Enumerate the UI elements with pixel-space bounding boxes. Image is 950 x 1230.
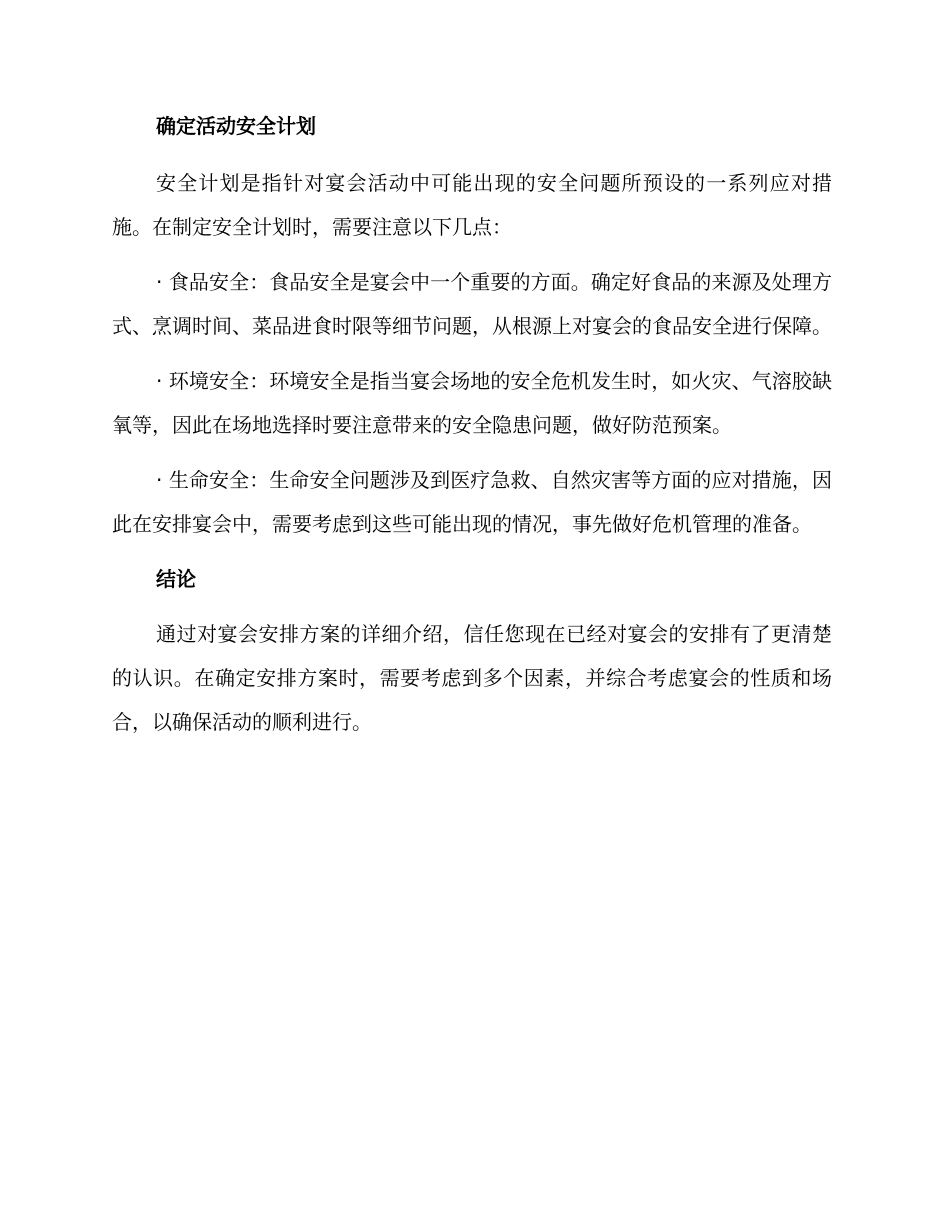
paragraph-food-safety: · 食品安全：食品安全是宴会中一个重要的方面。确定好食品的来源及处理方式、烹调时间、菜品进食时限等细节问题，从根源上对宴会的食品安全进行保障。 (112, 270, 832, 338)
section-heading-conclusion: 结论 (156, 567, 196, 591)
document-page (112, 110, 832, 744)
paragraph-safety-intro: 安全计划是指针对宴会活动中可能出现的安全问题所预设的一系列应对措施。在制定安全计划时，需要注意以下几点： (112, 171, 832, 239)
paragraph-life-safety: · 生命安全：生命安全问题涉及到医疗急救、自然灾害等方面的应对措施，因此在安排宴会中，需要考虑到这些可能出现的情况，事先做好危机管理的准备。 (112, 468, 832, 536)
paragraph-conclusion: 通过对宴会安排方案的详细介绍，信任您现在已经对宴会的安排有了更清楚的认识。在确定安排方案时，需要考虑到多个因素，并综合考虑宴会的性质和场合，以确保活动的顺利进行。 (112, 622, 832, 734)
section-heading-safety-plan: 确定活动安全计划 (156, 114, 316, 138)
paragraph-environment-safety: · 环境安全：环境安全是指当宴会场地的安全危机发生时，如火灾、气溶胶缺氧等，因此在场地选择时要注意带来的安全隐患问题，做好防范预案。 (112, 369, 832, 437)
